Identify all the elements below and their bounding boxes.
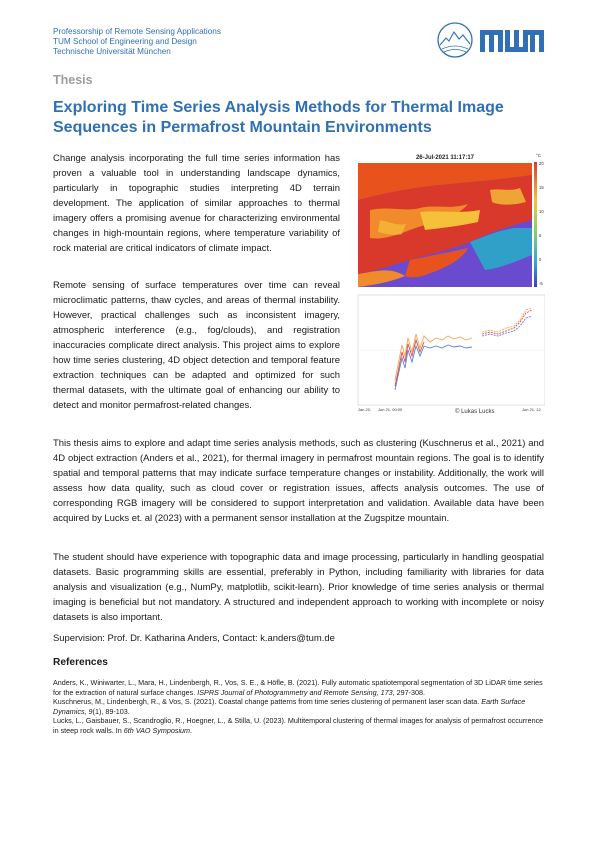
thermal-figure [350, 150, 545, 420]
reference-entry [53, 697, 544, 716]
document-type: Thesis [53, 73, 93, 87]
reference-text: Kuschnerus, M., Lindenbergh, R., & Vos, S. (2021). Coastal change patterns from time series clustering of permanent laser scan data. [53, 697, 482, 707]
reference-journal: Earth Surface Dynamics, 9 [53, 697, 526, 716]
tum-logo [436, 21, 546, 61]
reference-text: Lucks, L., Gaisbauer, S., Scandroglio, R., Hoegner, L., & Stilla, U. (2023). Multitemporal clustering of thermal images for analysis of permafrost occurrence in steep rock walls. In [53, 716, 544, 735]
reference-entry [53, 716, 544, 735]
colorbar-tick: 10 [539, 209, 544, 214]
colorbar [534, 153, 544, 287]
colorbar-tick: 15 [539, 185, 544, 190]
body-paragraph: This thesis aims to explore and adapt time series analysis methods, such as clustering (Kuschnerus et al., 2021) and 4D object extraction (Anders et al., 2021), for thermal imagery in permafrost mountain regions. The goal is to identify spatial and temporal patterns that may indicate surface temperature changes or instability. Additionally, the work will assess how data quality, such as cloud cover or registration issues, affects analysis outcomes. The use of corresponding RGB imagery will be considered to support interpretation and validation. Available data have been acquired by Lucks et. al (2023) with a permanent sensor installation at the Zugspitze mountain. [53, 438, 544, 524]
plot-x-tick: Jan 20, [358, 407, 372, 412]
body-paragraph: The student should have experience with topographic data and image processing, particularly in handling geospatial datasets. Basic programming skills are essential, preferably in Python, including familiarity with libraries for data analysis and visualization (e.g., NumPy, matplotlib, scikit-learn). Prior knowledge of time series analysis or thermal imaging is beneficial but not mandatory. A structured and independent approach to working with incomplete or noisy datasets is also important. [53, 552, 544, 623]
colorbar-tick: 0 [539, 257, 542, 262]
mountain-seal-icon [438, 23, 472, 57]
institution-line: TUM School of Engineering and Design [53, 37, 197, 47]
institution-header [53, 27, 221, 58]
reference-text: Anders, K., Winiwarter, L., Mara, H., Lindenbergh, R., Vos, S. E., & Höfle, B. (2021). Fully automatic spatiotemporal segmentation of 3D LiDAR time series for the extraction of natural surface changes. [53, 678, 543, 697]
reference-journal: 6th VAO Symposium [123, 725, 191, 735]
thermal-image [358, 163, 532, 287]
thesis-title: Exploring Time Series Analysis Methods for Thermal Image Sequences in Permafrost Mountain Environments [53, 99, 504, 136]
colorbar-tick: 20 [539, 161, 544, 166]
colorbar-unit: °C [536, 153, 542, 158]
reference-journal: ISPRS Journal of Photogrammetry and Remote Sensing, 173 [197, 687, 393, 697]
body-paragraph: Remote sensing of surface temperatures over time can reveal microclimatic patterns, thaw cycles, and areas of thermal instability. However, practical challenges such as inconsistent imagery, atmospheric interference (e.g., fog/clouds), and registration inaccuracies complicate direct analysis. This project aims to explore how time series clustering, 4D object detection and temporal feature extraction techniques can be adapted and optimized for such thermal datasets, with the ultimate goal of enhancing our ability to detect and monitor permafrost-related changes. [53, 280, 340, 411]
body-paragraph: Change analysis incorporating the full time series information has proven a valuable tool in understanding landscape dynamics, particularly in topographic studies interpreting 4D terrain development. The application of similar approaches to thermal imagery offers a promising avenue for characterizing environmental changes in high-mountain regions, where temperature variability of rock material are critical indicators of climate impact. [53, 153, 340, 254]
reference-tail: (1), 89-103. [92, 706, 130, 716]
image-timestamp: 26-Jul-2021 11:17:17 [415, 155, 475, 161]
references-heading: References [53, 657, 108, 668]
reference-entry [53, 678, 544, 697]
reference-list [53, 678, 544, 736]
plot-x-tick: Jun 21, 12 [522, 407, 541, 412]
institution-line: Technische Universität München [53, 47, 171, 57]
figure-credit: © Lukas Lucks [455, 409, 495, 415]
reference-tail: , 297-308. [392, 687, 425, 697]
colorbar-tick: -5 [539, 281, 543, 286]
colorbar-tick: 5 [539, 233, 542, 238]
reference-tail: . [190, 725, 193, 735]
plot-x-tick: Jun 21, 00:00 [378, 407, 403, 412]
institution-line: Professorship of Remote Sensing Applications [53, 27, 221, 36]
time-series-plot [358, 295, 545, 412]
supervision-line: Supervision: Prof. Dr. Katharina Anders, Contact: k.anders@tum.de [53, 633, 335, 644]
